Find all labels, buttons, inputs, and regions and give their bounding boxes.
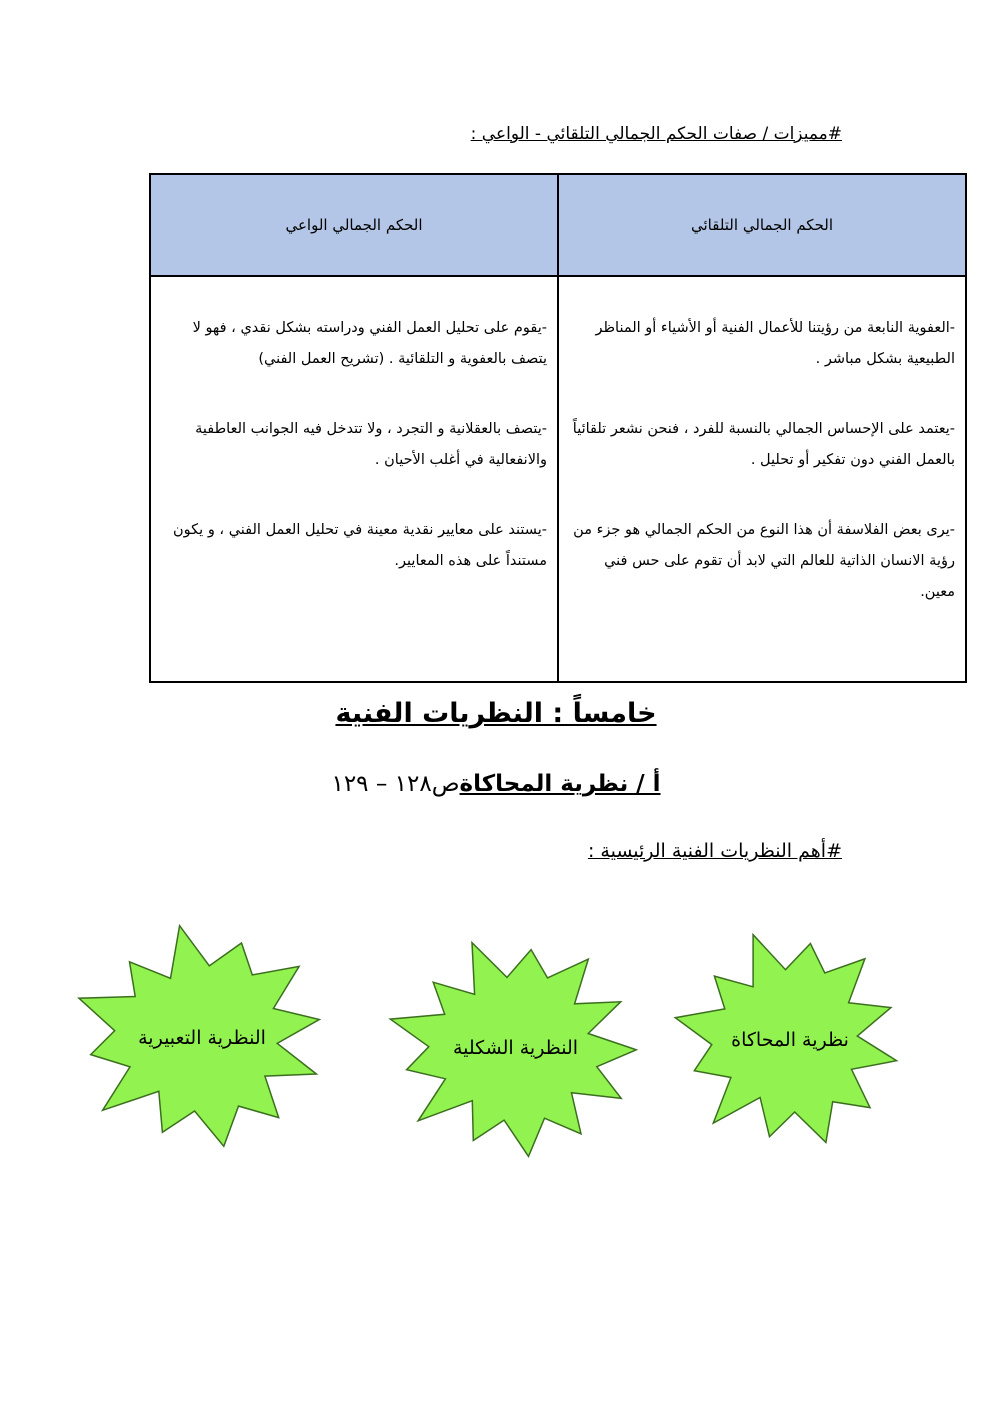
spontaneous-point-1: -العفوية النابعة من رؤيتنا للأعمال الفنية أو الأشياء أو المناظر الطبيعية بشكل مباشر . (595, 320, 955, 367)
spontaneous-point-3: -يرى بعض الفلاسفة أن هذا النوع من الحكم الجمالي هو جزء من رؤية الانسان الذاتية للعالم التي لابد أن تقوم على حس فني معين. (573, 522, 955, 600)
heading-main-theories: #أهم النظريات الفنية الرئيسية : (587, 840, 842, 862)
cell-conscious (150, 276, 558, 682)
heading-features: #مميزات / صفات الحكم الجمالي التلقائي - الواعي : (470, 124, 842, 144)
spontaneous-point-2: -يعتمد على الإحساس الجمالي بالنسبة للفرد ، فنحن نشعر تلقائياً بالعمل الفني دون تفكير أو تحليل . (572, 421, 955, 468)
burst-formalism (383, 932, 648, 1164)
burst-mimesis-label: نظرية المحاكاة (731, 1029, 849, 1051)
cell-spontaneous (558, 276, 966, 682)
subtitle-theory: أ / نظرية المحاكاة (459, 771, 661, 797)
section-title-text: خامساً : النظريات الفنية (335, 698, 657, 729)
burst-mimesis (670, 925, 910, 1155)
conscious-point-3: -يستند على معايير نقدية معينة في تحليل العمل الفني ، و يكون مستنداً على هذه المعايير. (173, 522, 547, 569)
subtitle-pages: ص١٢٨ – ١٢٩ (331, 771, 460, 797)
subtitle (0, 771, 992, 797)
burst-expressionism (68, 920, 336, 1155)
header-conscious: الحكم الجمالي الواعي (150, 174, 558, 276)
conscious-point-2: -يتصف بالعقلانية و التجرد ، ولا تتدخل فيه الجوانب العاطفية والانفعالية في أغلب الأحيان . (195, 421, 547, 468)
header-spontaneous: الحكم الجمالي التلقائي (558, 174, 966, 276)
comparison-table (149, 173, 967, 683)
section-title (0, 698, 992, 729)
burst-formalism-label: النظرية الشكلية (452, 1037, 579, 1059)
burst-expressionism-label: النظرية التعبيرية (138, 1026, 266, 1049)
conscious-point-1: -يقوم على تحليل العمل الفني ودراسته بشكل نقدي ، فهو لا يتصف بالعفوية و التلقائية . (تشريح العمل الفني) (192, 320, 547, 367)
